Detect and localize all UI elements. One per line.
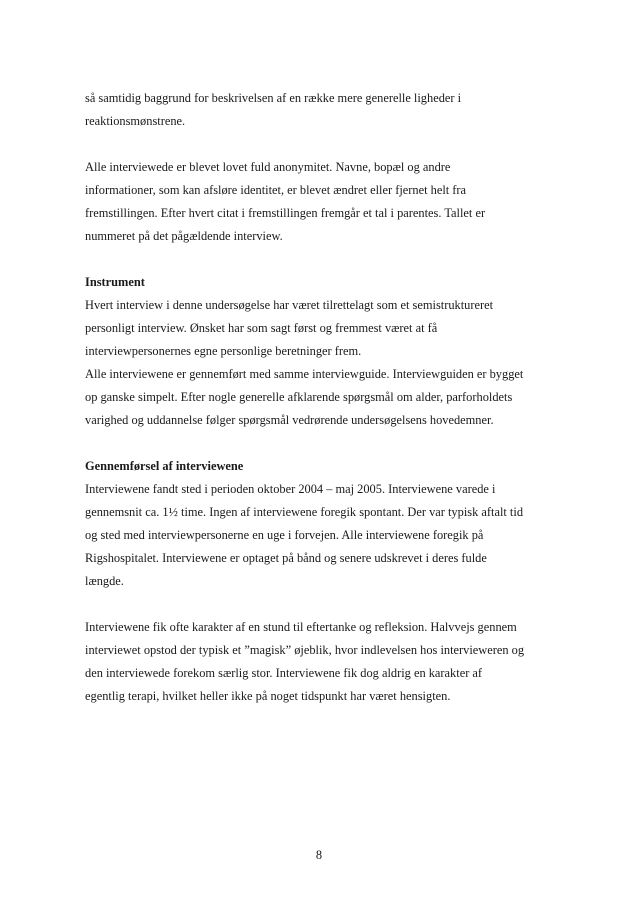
text-line: reaktionsmønstrene. — [85, 114, 186, 128]
text-line: nummeret på det pågældende interview. — [85, 229, 283, 243]
text-line: informationer, som kan afsløre identitet, er blevet ændret eller fjernet helt fra — [85, 183, 467, 197]
text-line: interviewet opstod der typisk et ”magisk” øjeblik, hvor indlevelsen hos intervieweren og — [85, 643, 525, 657]
text-line: personligt interview. Ønsket har som sagt først og fremmest været at få — [85, 321, 438, 335]
text-line: op ganske simpelt. Efter nogle generelle afklarende spørgsmål om alder, parforholdets — [85, 390, 513, 404]
text-line: Hvert interview i denne undersøgelse har været tilrettelagt som et semistruktureret — [85, 298, 494, 312]
paragraph-spacer — [85, 593, 555, 616]
section-heading: Gennemførsel af interviewene — [85, 459, 244, 473]
text-line: egentlig terapi, hvilket heller ikke på noget tidspunkt har været hensigten. — [85, 689, 451, 703]
text-line: interviewpersonernes egne personlige beretninger frem. — [85, 344, 362, 358]
text-line: Alle interviewede er blevet lovet fuld anonymitet. Navne, bopæl og andre — [85, 160, 451, 174]
text-line: længde. — [85, 574, 124, 588]
page-body — [85, 87, 555, 708]
paragraph-2 — [85, 156, 555, 248]
section-gennemfoersel — [85, 455, 555, 593]
section-heading: Instrument — [85, 275, 145, 289]
page-number: 8 — [315, 848, 323, 862]
text-line: Interviewene fik ofte karakter af en stund til eftertanke og refleksion. Halvvejs gennem — [85, 620, 517, 634]
text-line: gennemsnit ca. 1½ time. Ingen af interviewene foregik spontant. Der var typisk aftalt tid — [85, 505, 524, 519]
text-line: varighed og uddannelse følger spørgsmål vedrørende undersøgelsens hovedemner. — [85, 413, 494, 427]
section-instrument — [85, 271, 555, 432]
paragraph-spacer — [85, 432, 555, 455]
paragraph-1 — [85, 87, 555, 133]
text-line: Interviewene fandt sted i perioden oktober 2004 – maj 2005. Interviewene varede i — [85, 482, 496, 496]
text-line: Alle interviewene er gennemført med samme interviewguide. Interviewguiden er bygget — [85, 367, 524, 381]
paragraph-spacer — [85, 248, 555, 271]
text-line: den interviewede forekom særlig stor. Interviewene fik dog aldrig en karakter af — [85, 666, 483, 680]
text-line: og sted med interviewpersonerne en uge i forvejen. Alle interviewene foregik på — [85, 528, 484, 542]
text-line: Rigshospitalet. Interviewene er optaget på bånd og senere udskrevet i deres fulde — [85, 551, 487, 565]
paragraph-spacer — [85, 133, 555, 156]
text-line: så samtidig baggrund for beskrivelsen af en række mere generelle ligheder i — [85, 91, 462, 105]
text-line: fremstillingen. Efter hvert citat i fremstillingen fremgår et tal i parentes. Tallet er — [85, 206, 486, 220]
paragraph-5 — [85, 616, 555, 708]
